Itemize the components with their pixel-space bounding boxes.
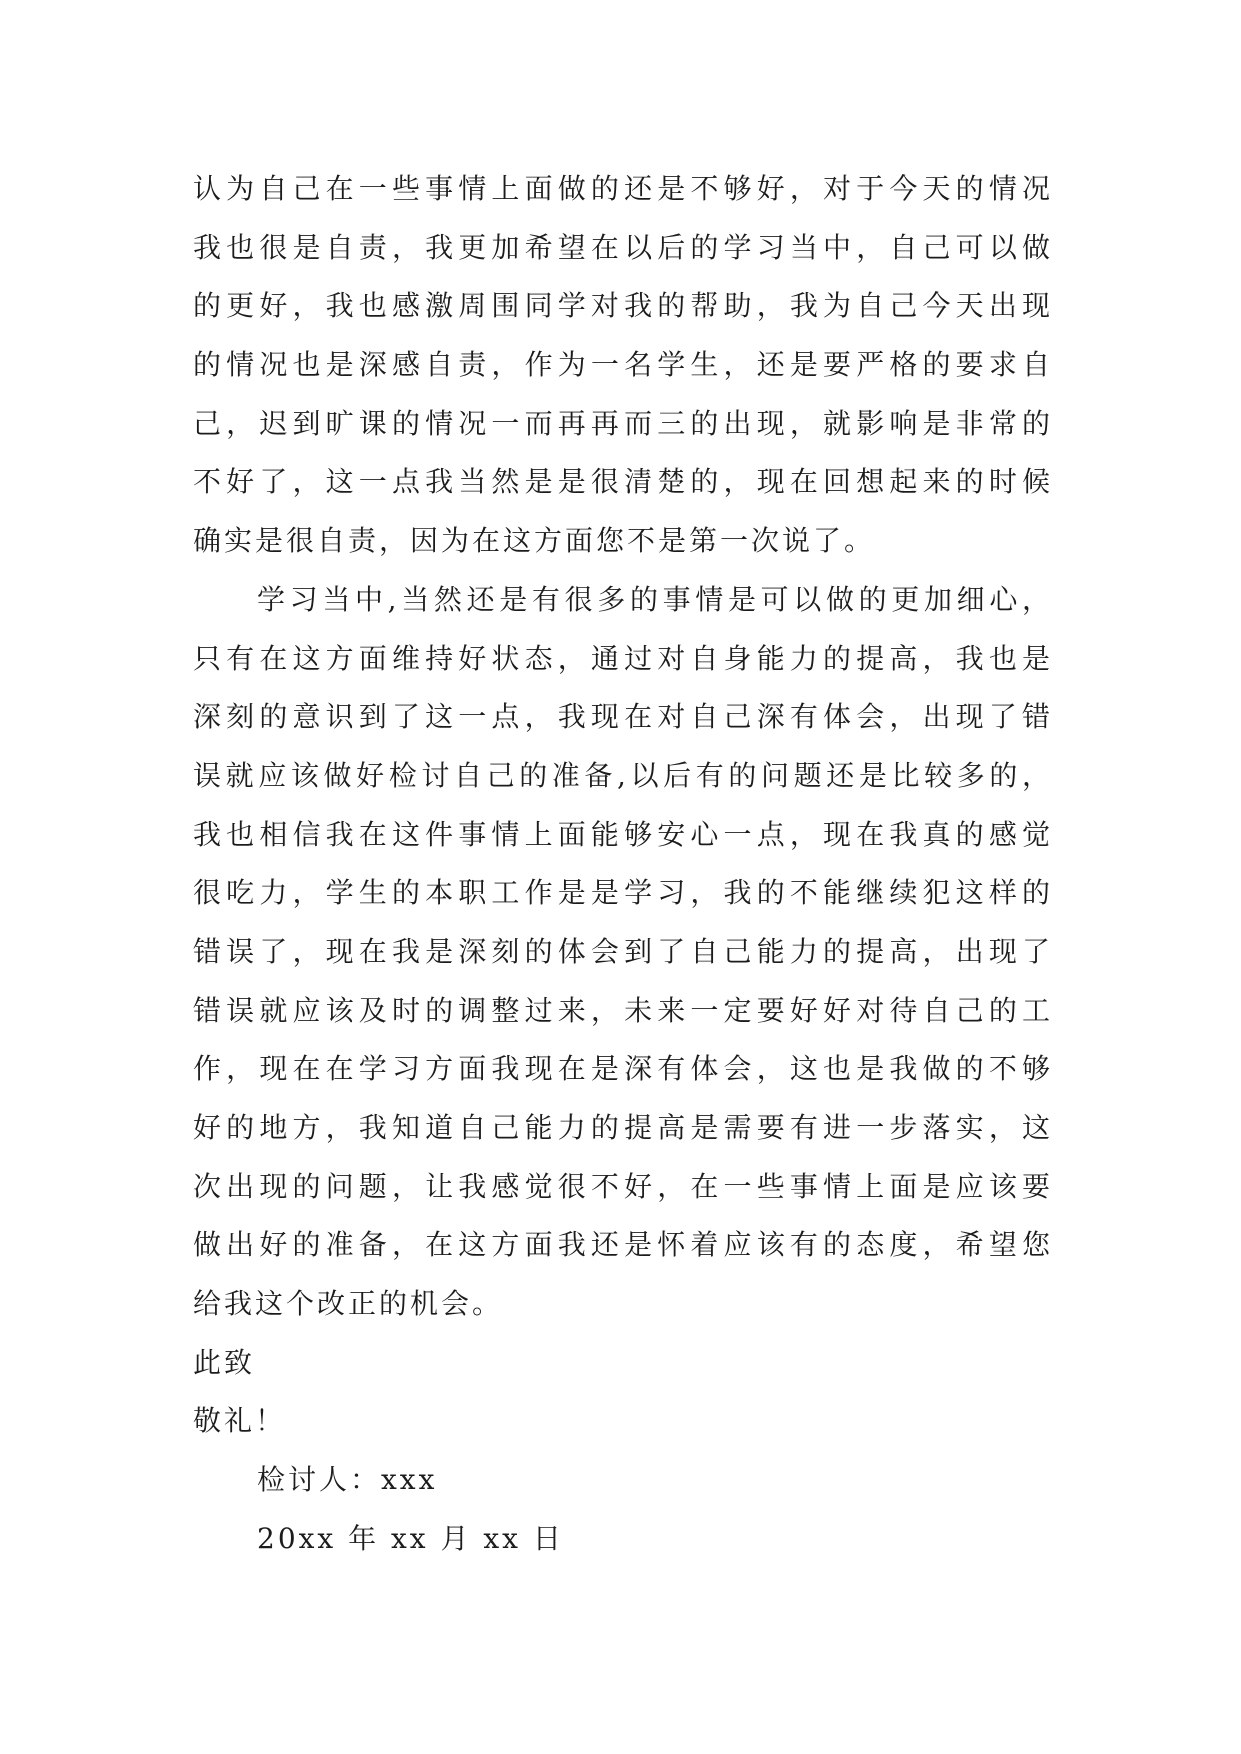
paragraph-line: 的更好，我也感激周围同学对我的帮助，我为自己今天出现 <box>193 289 1053 323</box>
paragraph-line: 不好了，这一点我当然是是很清楚的，现在回想起来的时候 <box>193 465 1053 499</box>
paragraph-line: 学习当中,当然还是有很多的事情是可以做的更加细心， <box>257 582 1053 616</box>
closing-line-2: 敬礼！ <box>193 1404 287 1438</box>
paragraph-line: 好的地方，我知道自己能力的提高是需要有进一步落实，这 <box>193 1111 1053 1144</box>
paragraph-1 <box>193 160 1053 571</box>
paragraph-2 <box>193 571 1053 1334</box>
paragraph-line: 认为自己在一些事情上面做的还是不够好，对于今天的情况 <box>193 172 1053 205</box>
paragraph-line: 给我这个改正的机会。 <box>193 1287 504 1321</box>
paragraph-line: 只有在这方面维持好状态，通过对自身能力的提高，我也是 <box>193 641 1053 675</box>
paragraph-line: 误就应该做好检讨自己的准备,以后有的问题还是比较多的， <box>193 758 1053 792</box>
paragraph-line: 的情况也是深感自责，作为一名学生，还是要严格的要求自 <box>193 348 1053 382</box>
paragraph-line: 错误了，现在我是深刻的体会到了自己能力的提高，出现了 <box>193 934 1053 968</box>
paragraph-line: 深刻的意识到了这一点，我现在对自己深有体会，出现了错 <box>193 700 1053 734</box>
paragraph-line: 很吃力，学生的本职工作是是学习，我的不能继续犯这样的 <box>193 876 1053 910</box>
paragraph-line: 错误就应该及时的调整过来，未来一定要好好对待自己的工 <box>193 993 1053 1027</box>
signer-name: 检讨人：xxx <box>257 1463 438 1497</box>
paragraph-line: 做出好的准备，在这方面我还是怀着应该有的态度，希望您 <box>193 1228 1053 1262</box>
paragraph-line: 次出现的问题，让我感觉很不好，在一些事情上面是应该要 <box>193 1169 1053 1203</box>
paragraph-line: 作，现在在学习方面我现在是深有体会，这也是我做的不够 <box>193 1052 1053 1086</box>
paragraph-line: 我也很是自责，我更加希望在以后的学习当中，自己可以做 <box>193 230 1053 264</box>
signature-block <box>193 1451 1053 1568</box>
paragraph-line: 我也相信我在这件事情上面能够安心一点，现在我真的感觉 <box>193 817 1053 851</box>
closing <box>193 1334 1053 1451</box>
paragraph-line: 确实是很自责，因为在这方面您不是第一次说了。 <box>193 524 876 558</box>
document-body <box>193 160 1053 1569</box>
signature-date: 20xx 年 xx 月 xx 日 <box>257 1521 564 1555</box>
paragraph-line: 己，迟到旷课的情况一而再再而三的出现，就影响是非常的 <box>193 406 1053 440</box>
closing-line-1: 此致 <box>193 1345 256 1379</box>
